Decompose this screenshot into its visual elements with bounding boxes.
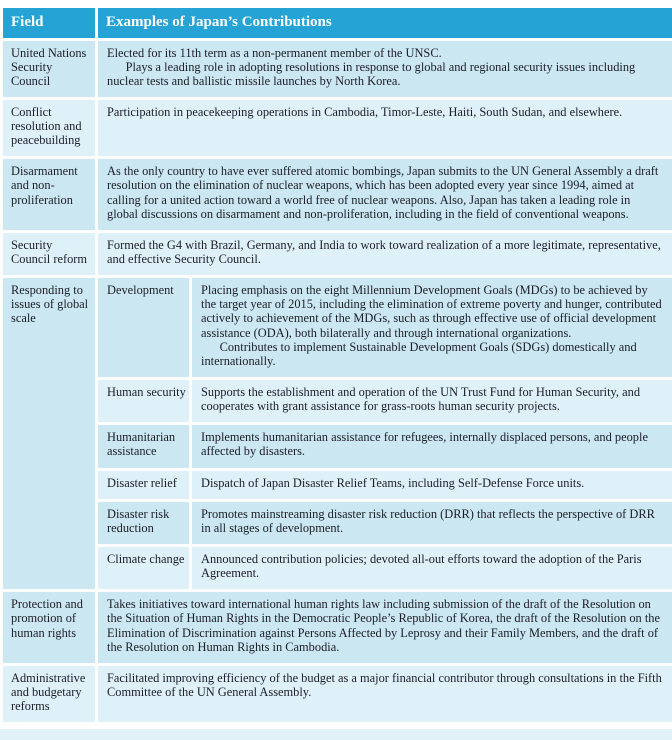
table-row [3,592,672,663]
field-label-human-rights: Protection and promotion of human rights [3,592,95,663]
row-content [98,100,672,156]
table-header-row [3,8,672,38]
sublabel-human-security: Human security [98,380,189,422]
row-content [98,41,672,97]
paragraph: As the only country to have ever suffered atomic bombings, Japan submits to the UN General Assembly a draft resolution on the elimination of nuclear weapons, which has been adopted every year since 1994, aimed at calling for a united action toward a world free of nuclear weapons. Also, Japan has taken a leading role in global discussions on disarmament and non-proliferation, including in the field of conventional weapons. [107,164,659,221]
sublabel-humanitarian-assistance: Humanitarian assistance [98,425,189,467]
sublabel-disaster-risk-reduction: Disaster risk reduction [98,502,189,544]
paragraph: Dispatch of Japan Disaster Relief Teams, including Self-Defense Force units. [201,475,585,490]
paragraph: Facilitated improving efficiency of the budget as a major financial contributor through consultations in the Fifth Committee of the UN General Assembly. [107,670,662,699]
row-content [98,592,672,663]
sub-row [98,278,672,377]
paragraph: Participation in peacekeeping operations in Cambodia, Timor-Leste, Haiti, South Sudan, and elsewhere. [107,104,623,119]
sub-row-content [192,380,672,422]
field-label-admin-budgetary: Administrative and budgetary reforms [3,666,95,722]
table-row [3,41,672,97]
row-content [98,233,672,275]
field-label-conflict-resolution: Conflict resolution and peacebuilding [3,100,95,156]
paragraph: Takes initiatives toward international human rights law including submission of the draft of the Resolution on the Situation of Human Rights in the Democratic People’s Republic of Korea, the draft of the Resolution on the Elimination of Discrimination against Persons Affected by Leprosy and their Family Members, and the draft of the Resolution on Human Rights in Cambodia. [107,597,660,654]
column-header-examples: Examples of Japan’s Contributions [98,8,672,38]
field-label-unsc: United Nations Security Council [3,41,95,97]
contributions-table [3,8,672,722]
paragraph: Elected for its 11th term as a non-permanent member of the UNSC. [107,45,442,60]
sub-row-content [192,278,672,377]
global-issues-subtable [98,278,672,589]
paragraph: Contributes to implement Sustainable Development Goals (SDGs) domestically and internationally. [201,339,637,368]
paragraph: Promotes mainstreaming disaster risk reduction (DRR) that reflects the perspective of DRR in all stages of development. [201,506,655,535]
table-row [3,159,672,230]
table-row [3,233,672,275]
sub-row-content [192,425,672,467]
table-row [3,100,672,156]
paragraph: Formed the G4 with Brazil, Germany, and India to work toward realization of a more legitimate, representative, and effective Security Council. [107,237,661,267]
table-row [3,666,672,722]
paragraph: Announced contribution policies; devoted all-out efforts toward the adoption of the Paris Agreement. [201,552,642,581]
sub-row-content [192,547,672,589]
field-label-disarmament: Disarmament and non-proliferation [3,159,95,230]
sub-row-content [192,502,672,544]
field-label-global-issues: Responding to issues of global scale [3,278,95,589]
sub-row [98,471,672,499]
field-label-sc-reform: Security Council reform [3,233,95,275]
paragraph: Plays a leading role in adopting resolutions in response to global and regional security issues including nuclear tests and ballistic missile launches by North Korea. [107,59,636,88]
row-content [98,666,672,722]
paragraph: Implements humanitarian assistance for refugees, internally displaced persons, and people affected by disasters. [201,430,648,459]
sublabel-development: Development [98,278,189,377]
page-bottom-strip [0,729,672,740]
sub-row [98,502,672,544]
sub-row-content [192,471,672,499]
paragraph: Supports the establishment and operation of the UN Trust Fund for Human Security, and cooperates with grant assistance for grass-roots human security projects. [201,385,641,414]
sub-row [98,380,672,422]
paragraph: Placing emphasis on the eight Millennium Development Goals (MDGs) to be achieved by the target year of 2015, including the elimination of extreme poverty and hunger, contributed actively to achievement of the MDGs, such as through effective use of official development assistance (ODA), both bilaterally and through international organizations. [201,283,662,340]
row-content [98,159,672,230]
sub-row [98,425,672,467]
column-header-field: Field [3,8,95,38]
sublabel-climate-change: Climate change [98,547,189,589]
sub-row [98,547,672,589]
sublabel-disaster-relief: Disaster relief [98,471,189,499]
table-row-global-issues [3,278,672,589]
